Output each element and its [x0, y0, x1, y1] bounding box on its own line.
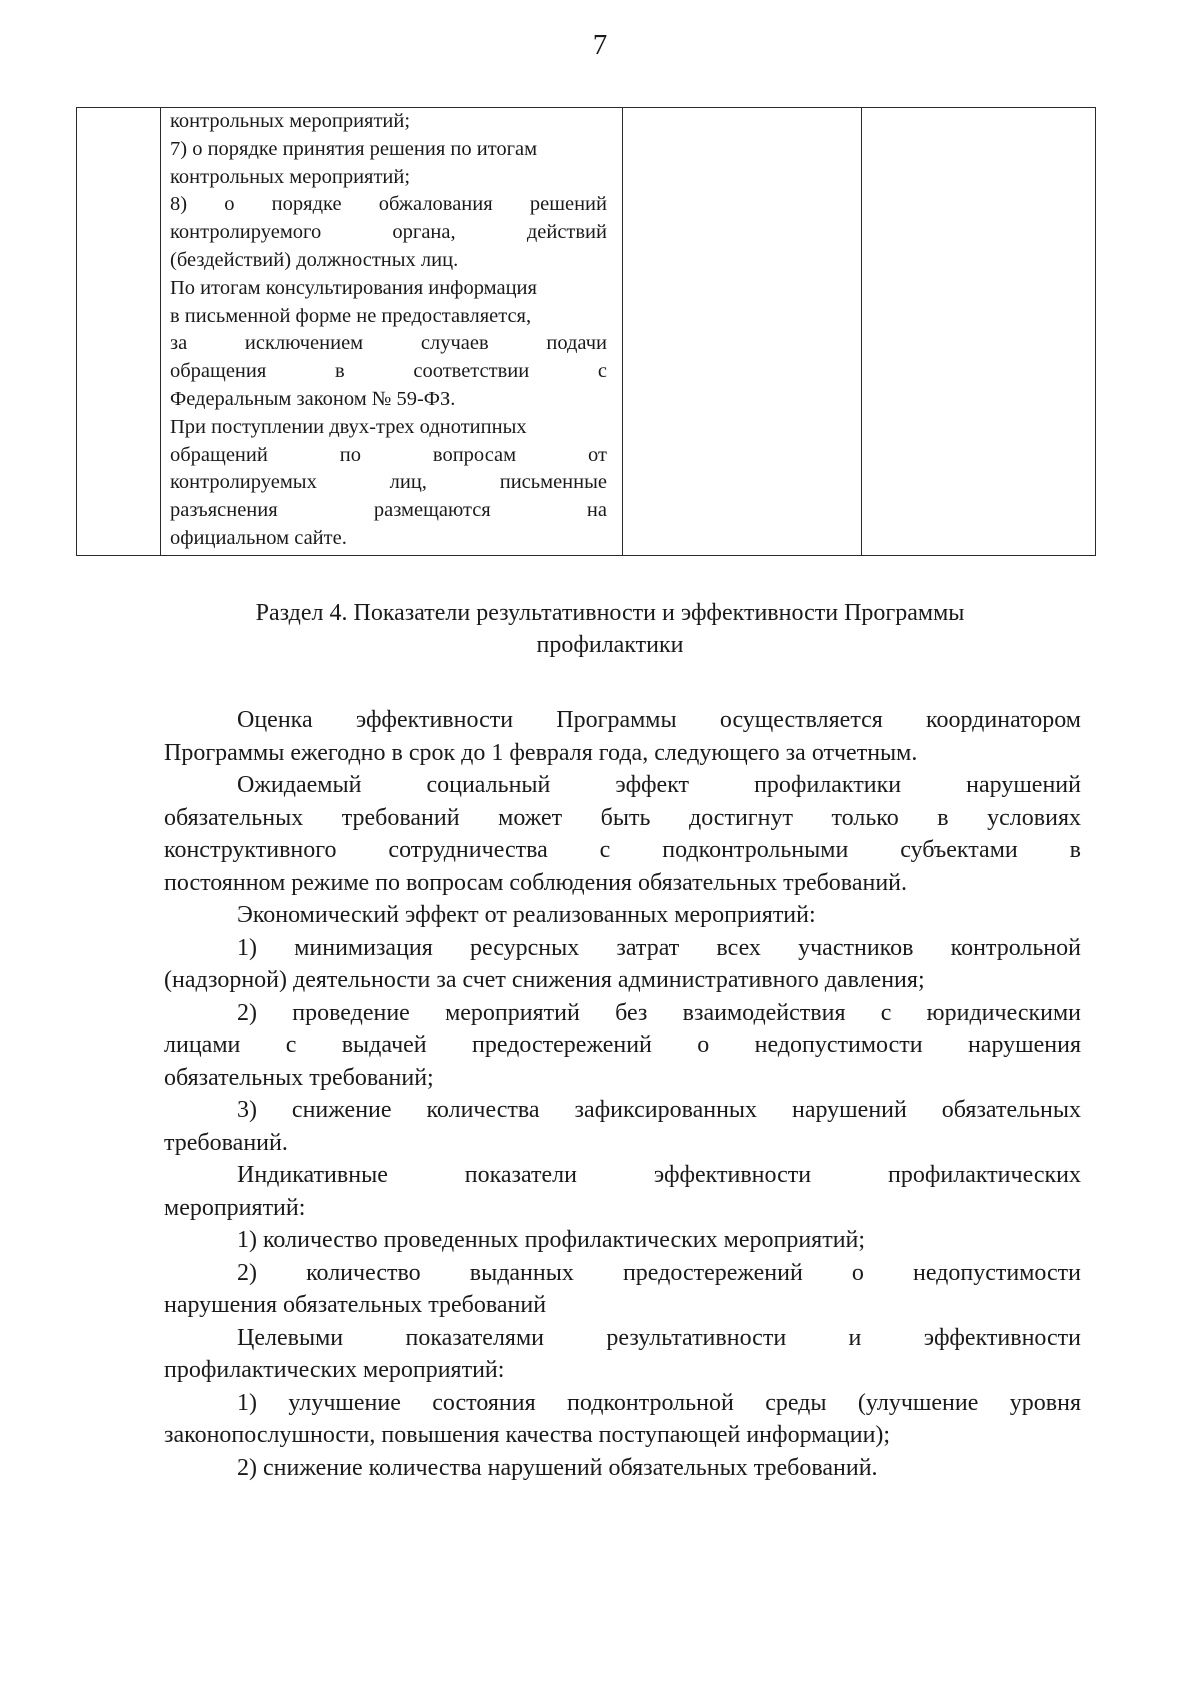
- table-cell-line: При поступлении двух-трех однотипных: [170, 415, 527, 438]
- body-line: Ожидаемый социальный эффект профилактики нарушений: [237, 772, 1081, 798]
- body-line: лицами с выдачей предостережений о недопустимости нарушения: [164, 1032, 1081, 1058]
- section-title-line2: профилактики: [536, 632, 684, 658]
- table-cell-line: разъяснения размещаются на: [170, 499, 607, 522]
- body-line: Программы ежегодно в срок до 1 февраля года, следующего за отчетным.: [164, 739, 918, 766]
- body-line: 1) улучшение состояния подконтрольной среды (улучшение уровня: [237, 1389, 1081, 1416]
- body-line: обязательных требований может быть достигнут только в условиях: [164, 804, 1081, 831]
- body-line: 1) количество проведенных профилактических мероприятий;: [237, 1227, 866, 1253]
- body-line: нарушения обязательных требований: [164, 1292, 547, 1318]
- body-line: Индикативные показатели эффективности профилактических: [237, 1162, 1081, 1188]
- body-line: 1) минимизация ресурсных затрат всех участников контрольной: [237, 934, 1081, 961]
- table-cell-line: По итогам консультирования информация: [170, 276, 537, 299]
- table-cell-line: 7) о порядке принятия решения по итогам: [170, 137, 538, 160]
- body-line: профилактических мероприятий:: [164, 1357, 505, 1383]
- page-number: 7: [592, 29, 608, 61]
- column-divider-2: [622, 108, 623, 555]
- table-cell-line: контролируемого органа, действий: [170, 221, 607, 244]
- body-line: 2) количество выданных предостережений о недопустимости: [237, 1259, 1081, 1286]
- body-line: обязательных требований;: [164, 1064, 434, 1091]
- table-cell-line: в письменной форме не предоставляется,: [170, 304, 532, 327]
- body-text: [164, 704, 1081, 1484]
- body-line: 2) проведение мероприятий без взаимодействия с юридическими: [237, 999, 1081, 1026]
- table-cell-line: за исключением случаев подачи: [170, 332, 607, 355]
- body-line: требований.: [164, 1129, 288, 1156]
- table-cell-line: обращения в соответствии с: [170, 360, 607, 383]
- body-line: 2) снижение количества нарушений обязательных требований.: [237, 1454, 878, 1481]
- table-cell-line: контролируемых лиц, письменные: [170, 471, 607, 494]
- body-line: (надзорной) деятельности за счет снижения административного давления;: [164, 967, 925, 993]
- table-cell-line: официальном сайте.: [170, 526, 347, 549]
- section-title-line1: Раздел 4. Показатели результативности и эффективности Программы: [255, 600, 965, 626]
- section-title: [150, 597, 1070, 661]
- column-divider-3: [861, 108, 862, 555]
- table-cell-text: [170, 108, 607, 553]
- body-line: 3) снижение количества зафиксированных нарушений обязательных: [237, 1097, 1081, 1123]
- table-cell-line: 8) о порядке обжалования решений: [170, 193, 607, 216]
- body-line: конструктивного сотрудничества с подконтрольными субъектами в: [164, 837, 1081, 863]
- table-cell-line: обращений по вопросам от: [170, 443, 607, 466]
- table-cell-line: контрольных мероприятий;: [170, 165, 411, 188]
- body-line: мероприятий:: [164, 1194, 306, 1221]
- body-line: постоянном режиме по вопросам соблюдения обязательных требований.: [164, 869, 908, 896]
- column-divider-1: [160, 108, 161, 555]
- body-line: законопослушности, повышения качества поступающей информации);: [164, 1422, 891, 1448]
- table-cell-line: (бездействий) должностных лиц.: [170, 248, 459, 271]
- body-line: Экономический эффект от реализованных мероприятий:: [237, 902, 816, 928]
- table-cell-line: контрольных мероприятий;: [170, 110, 411, 132]
- table-cell-line: Федеральным законом № 59-ФЗ.: [170, 387, 456, 410]
- body-line: Оценка эффективности Программы осуществляется координатором: [237, 707, 1081, 733]
- body-line: Целевыми показателями результативности и эффективности: [237, 1324, 1081, 1351]
